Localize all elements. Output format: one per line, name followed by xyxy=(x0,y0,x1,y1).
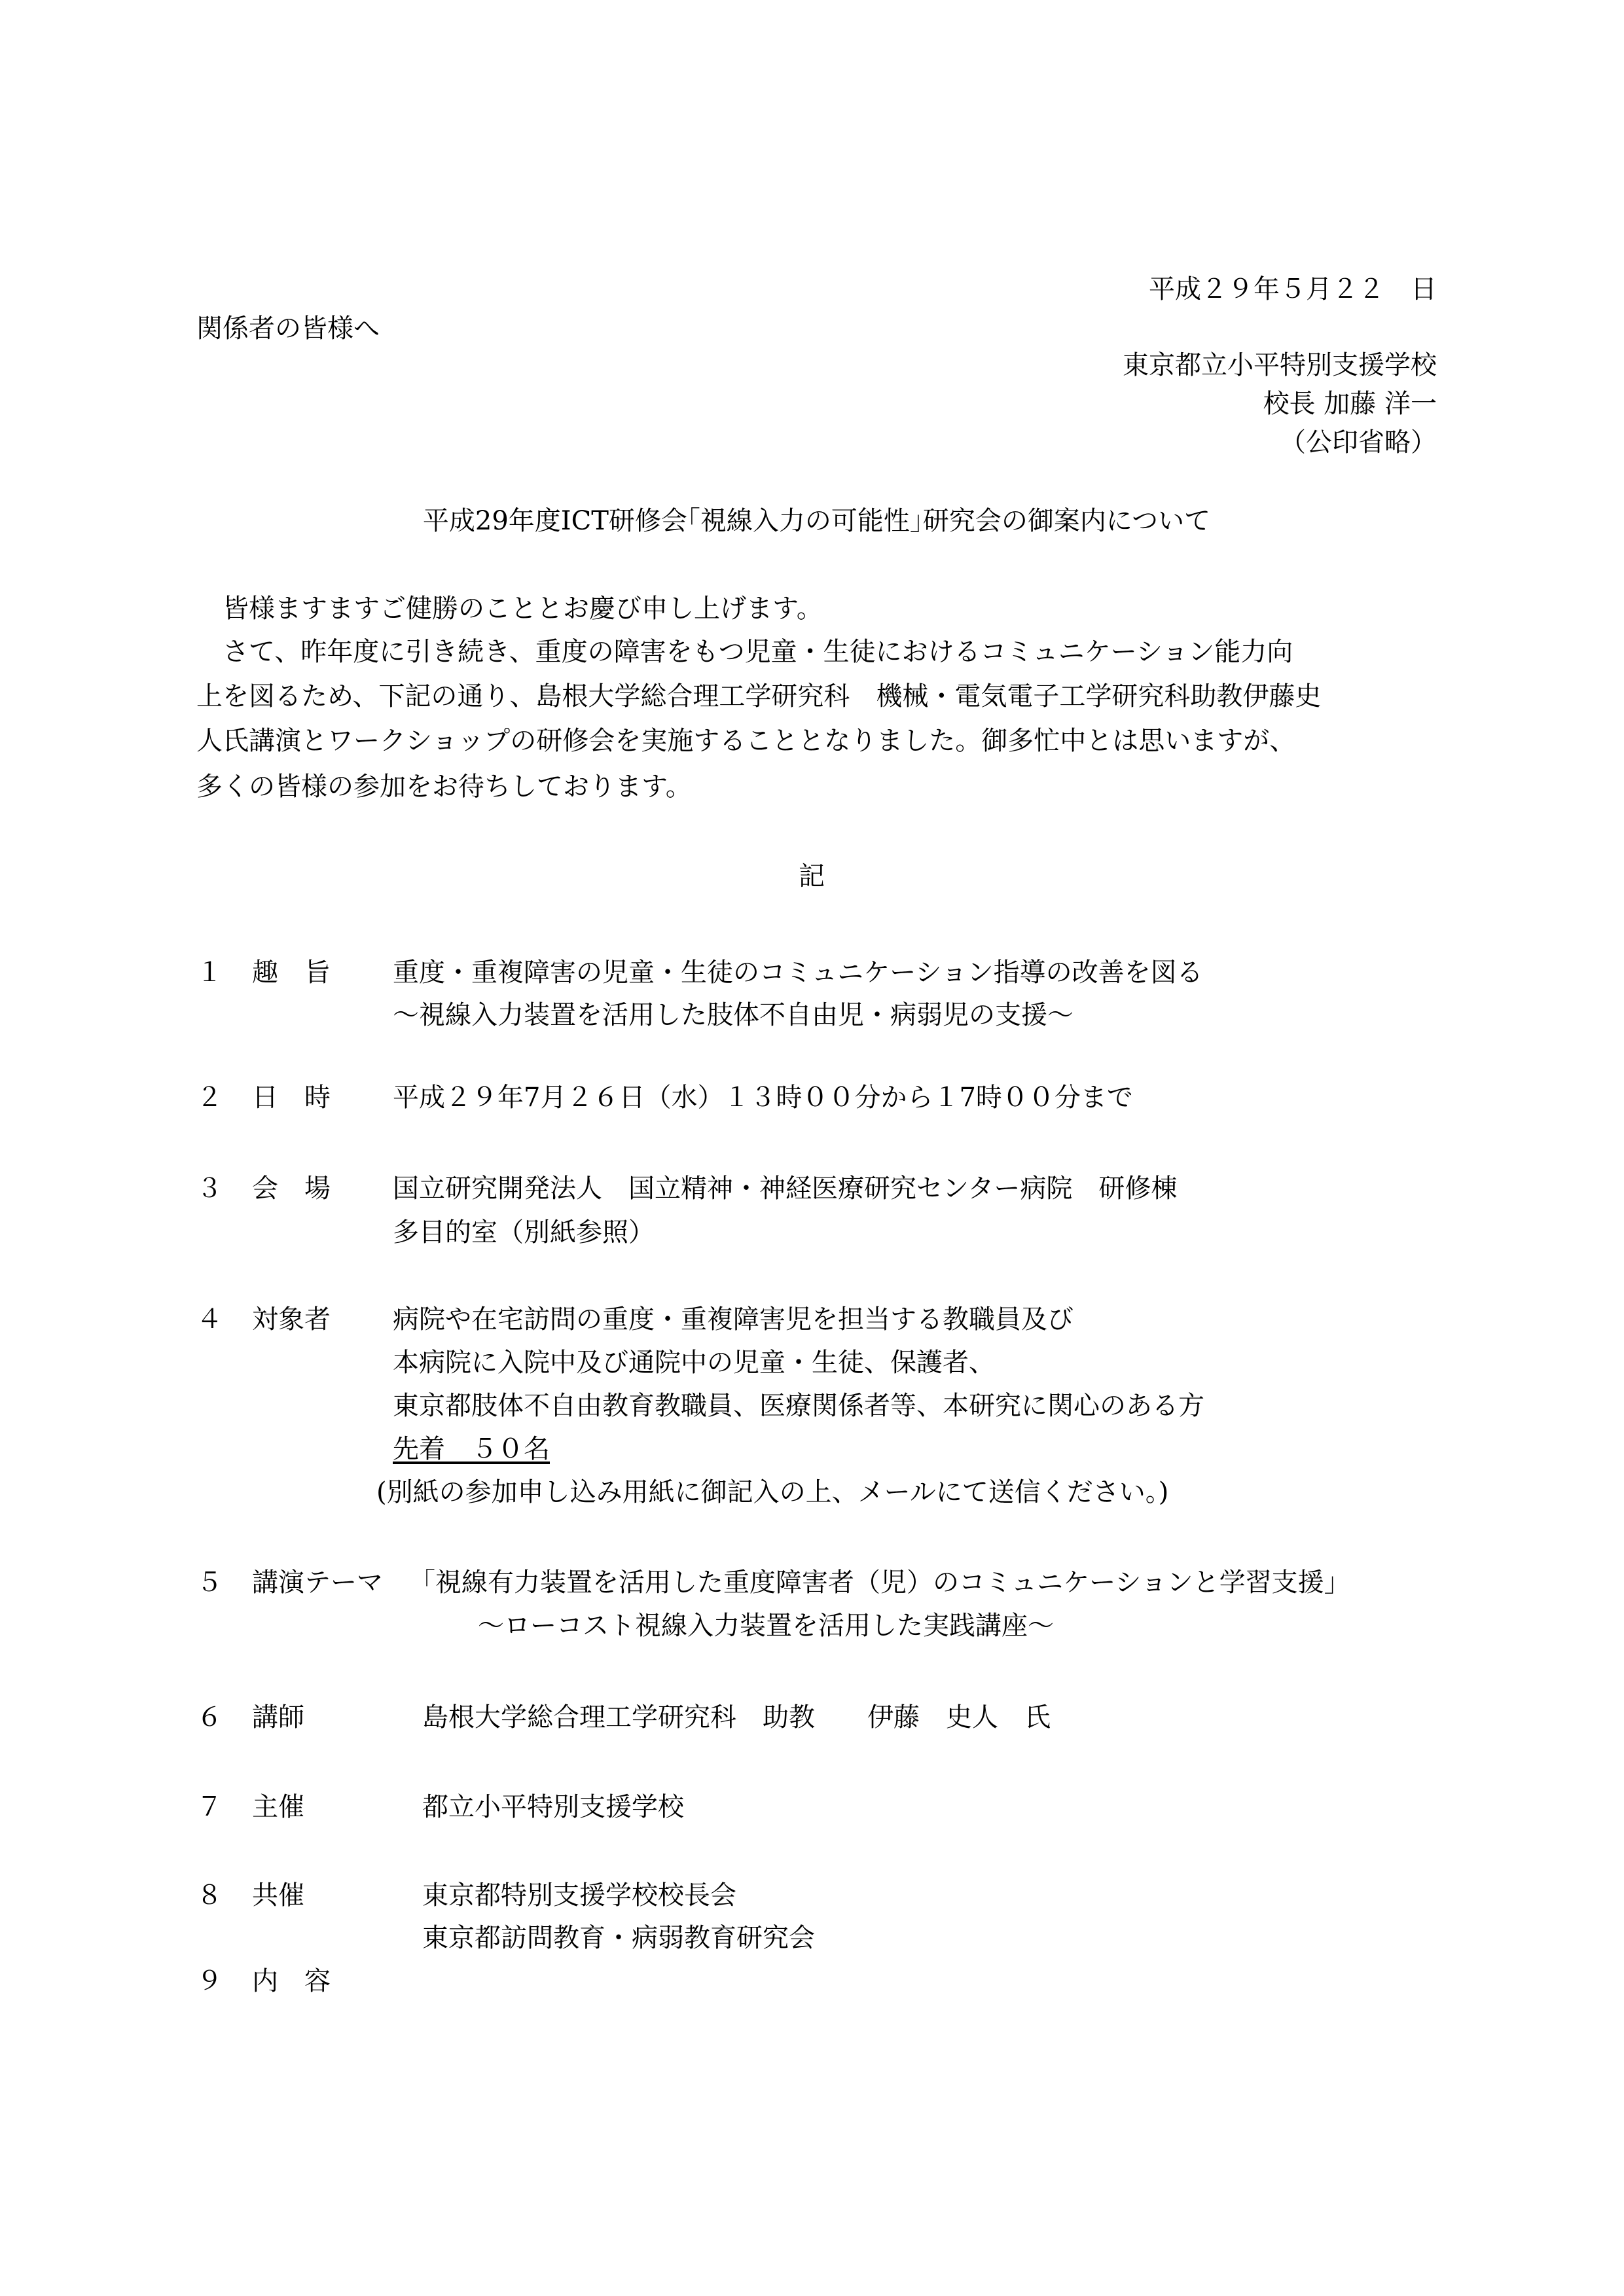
body-line-3: 人氏講演とワークショップの研修会を実施することとなりました。御多忙中とは思いますが、 xyxy=(196,726,1296,756)
item-text-line: 東京都特別支援学校校長会 xyxy=(422,1880,736,1910)
item-text-line: 「視線有力装置を活用した重度障害者（児）のコミュニケーションと学習支援」 xyxy=(409,1568,1350,1598)
item-label: 会 場 xyxy=(252,1174,331,1204)
item-number: ５ xyxy=(196,1568,223,1598)
body-line-4: 多くの皆様の参加をお待ちしております。 xyxy=(196,772,692,802)
item-number: ９ xyxy=(196,1966,223,1996)
item-text-line: 病院や在宅訪問の重度・重複障害児を担当する教職員及び xyxy=(393,1304,1074,1335)
recipient-line: 関係者の皆様へ xyxy=(196,314,380,344)
item-label: 共催 xyxy=(252,1880,304,1910)
item-text-line: 東京都肢体不自由教育教職員、医療関係者等、本研究に関心のある方 xyxy=(393,1391,1204,1421)
item-label: 講師 xyxy=(252,1702,304,1732)
body-line-2: 上を図るため、下記の通り、島根大学総合理工学研究科 機械・電気電子工学研究科助教伊藤史 xyxy=(196,681,1322,711)
item-text-line: 重度・重複障害の児童・生徒のコミュニケーション指導の改善を図る xyxy=(393,958,1203,988)
item-label: 講演テーマ xyxy=(252,1568,383,1598)
item-label: 日 時 xyxy=(252,1083,331,1113)
item-number: ８ xyxy=(196,1880,223,1910)
seal-note: （公印省略） xyxy=(1280,427,1437,457)
item-number: ７ xyxy=(196,1792,223,1822)
item-number: ２ xyxy=(196,1083,223,1113)
item-label: 主催 xyxy=(252,1792,304,1822)
document-date: 平成２９年５月２２ 日 xyxy=(1149,274,1437,304)
greeting-paragraph: 皆様ますますご健勝のこととお慶び申し上げます。 xyxy=(223,594,823,624)
item-text-line: 平成２９年7月２６日（水）１３時００分から１7時００分まで xyxy=(393,1083,1133,1113)
item-text-line: 東京都訪問教育・病弱教育研究会 xyxy=(422,1923,815,1953)
item-text-line: ～視線入力装置を活用した肢体不自由児・病弱児の支援～ xyxy=(393,1000,1074,1030)
item-number: ４ xyxy=(196,1304,223,1335)
item-text-line: 本病院に入院中及び通院中の児童・生徒、保護者、 xyxy=(393,1348,995,1378)
ki-mark: 記 xyxy=(799,861,825,891)
item-text-line: 国立研究開発法人 国立精神・神経医療研究センター病院 研修棟 xyxy=(393,1174,1178,1204)
item-label: 趣 旨 xyxy=(252,958,331,988)
item-number: １ xyxy=(196,958,223,988)
item-label: 対象者 xyxy=(252,1304,331,1335)
sender-name: 校長 加藤 洋一 xyxy=(1263,389,1437,419)
document-title: 平成29年度ICT研修会｢視線入力の可能性｣研究会の御案内について xyxy=(422,506,1211,536)
application-note: (別紙の参加申し込み用紙に御記入の上、メールにて送信ください。) xyxy=(376,1477,1169,1507)
capacity-note: 先着 ５０名 xyxy=(393,1434,550,1464)
item-text-line: 多目的室（別紙参照） xyxy=(393,1217,655,1247)
item-text-line: ～ローコスト視線入力装置を活用した実践講座～ xyxy=(478,1611,1054,1641)
item-number: ３ xyxy=(196,1174,223,1204)
body-line-1: さて、昨年度に引き続き、重度の障害をもつ児童・生徒におけるコミュニケーション能力向 xyxy=(223,637,1293,667)
item-text-line: 都立小平特別支援学校 xyxy=(422,1792,684,1822)
item-number: ６ xyxy=(196,1702,223,1732)
sender-organization: 東京都立小平特別支援学校 xyxy=(1123,350,1437,380)
item-label: 内 容 xyxy=(252,1966,331,1996)
item-text-line: 島根大学総合理工学研究科 助教 伊藤 史人 氏 xyxy=(422,1702,1051,1732)
